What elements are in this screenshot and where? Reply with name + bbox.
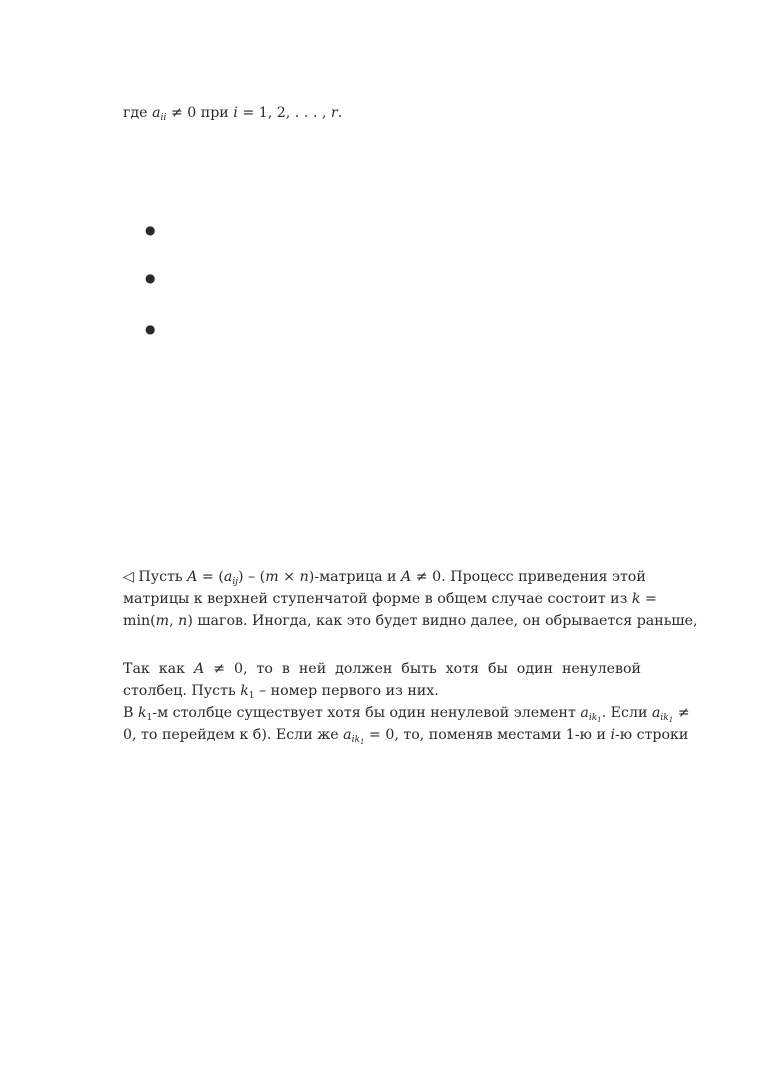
proof-line: матрицы к верхней ступенчатой форме в общем случае состоит из k = bbox=[123, 591, 657, 607]
bullet-icon: ● bbox=[145, 223, 156, 237]
proof-line: min(m, n) шагов. Иногда, как это будет видно далее, он обрывается раньше, bbox=[123, 613, 698, 629]
step-line: столбец. Пусть $k_1$ – номер первого из них. bbox=[123, 683, 439, 701]
bullet-icon: ● bbox=[145, 322, 156, 336]
step-line: 0, то перейдем к б). Если же $a_{ik_1} = 0$, то, поменяв местами 1-ю и i-ю строки bbox=[123, 727, 689, 746]
step-line: Так как A ≠ 0, то в ней должен быть хотя бы один ненулевой bbox=[123, 661, 641, 677]
proof-line: ◁ Пусть $A = (a_{ij}) - (m$ × n)-матрица и A ≠ 0. Процесс приведения этой bbox=[123, 569, 646, 587]
bullet-icon: ● bbox=[145, 271, 156, 285]
step-line: В $k_1-м$ столбце существует хотя бы один ненулевой элемент $a_{ik_1}$. Если $a_{ik_1}$ ≠ bbox=[123, 705, 690, 724]
page-header bbox=[123, 52, 641, 72]
text-line: где $a_{ii} \ne 0$ при i = 1, 2, . . . , r. bbox=[123, 105, 343, 123]
